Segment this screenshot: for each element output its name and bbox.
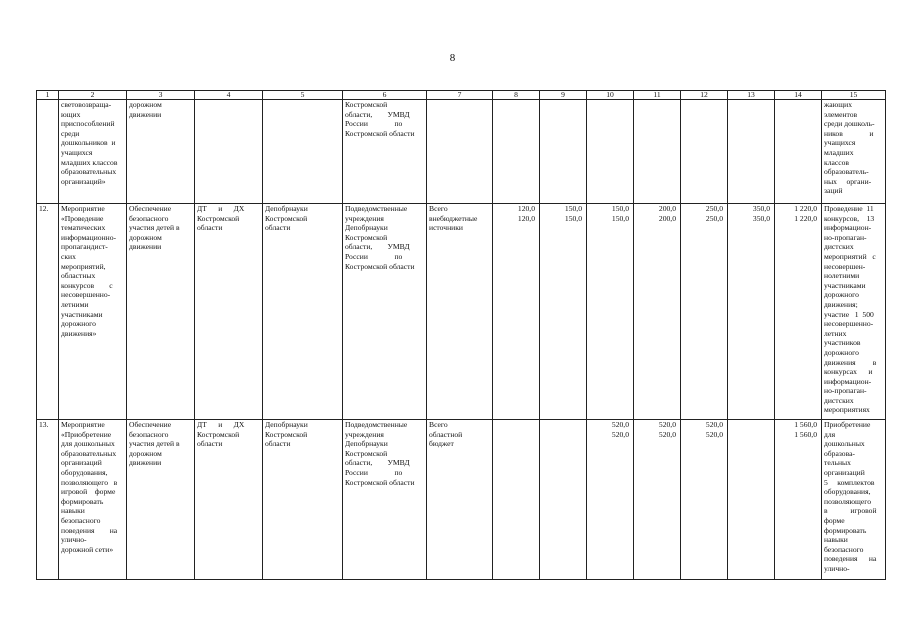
cell-text-line: Костромской xyxy=(197,429,240,439)
table-cell-col-6 xyxy=(343,204,427,420)
cell-text-line: «Приобретение xyxy=(61,429,112,439)
cell-text-line: 1 560,0 xyxy=(794,420,817,429)
cell-text-line: ных органи- xyxy=(824,176,872,186)
table-cell-col-4 xyxy=(195,420,263,580)
cell-text-line: дорожной сети» xyxy=(61,544,114,554)
table-cell-col-14 xyxy=(775,204,822,420)
cell-text-line: информацион- xyxy=(824,376,872,386)
cell-text-line: движении xyxy=(129,242,162,252)
cell-text-line: образовательных xyxy=(61,448,117,458)
cell-text-line: Приобретение xyxy=(824,420,871,429)
cell-text-line: но-пропаган- xyxy=(824,232,867,242)
cell-text-line: 520,0 xyxy=(611,429,629,439)
cell-text-line: форме xyxy=(824,515,845,525)
table-cell-col-8 xyxy=(493,420,540,580)
cell-text-line: образователь- xyxy=(824,167,869,177)
cell-text-line: безопасного xyxy=(129,213,169,223)
table-cell-col-1 xyxy=(37,204,59,420)
cell-text-line: ДТ и ДХ xyxy=(197,204,245,213)
cell-text-line: Всего xyxy=(429,204,448,213)
cell-text-line: летними xyxy=(61,299,89,309)
cell-text-line: формировать xyxy=(61,496,104,506)
cell-text-line: 1 220,0 xyxy=(794,213,817,223)
cell-text-line: летних xyxy=(824,328,847,338)
cell-text-line: безопасного xyxy=(129,429,169,439)
cell-text-line: области xyxy=(265,223,291,233)
cell-text-line: несовершен- xyxy=(824,261,866,271)
cell-text-line: дорожного xyxy=(824,347,859,357)
column-number-11: 11 xyxy=(634,91,681,100)
cell-text-line: дорожного xyxy=(61,319,96,329)
cell-text-line: движения; xyxy=(824,299,858,309)
cell-text-line: движения в xyxy=(824,357,877,367)
cell-text-line: несовершенно- xyxy=(61,290,111,300)
cell-text-line: 250,0 xyxy=(705,204,723,213)
table-cell-col-13 xyxy=(728,204,775,420)
cell-text-line: Подведомственные xyxy=(345,204,408,213)
cell-text-line: в игровой xyxy=(824,506,877,516)
cell-text-line: участие 1 500 xyxy=(824,309,874,319)
cell-text-line: 5 комплектов xyxy=(824,477,875,487)
cell-text-line: ющих xyxy=(61,109,81,119)
column-number-3: 3 xyxy=(127,91,195,100)
cell-text-line: конкурсов, 13 xyxy=(824,213,875,223)
cell-text-line: младших классов xyxy=(61,157,118,167)
cell-text-line: игровой форме xyxy=(61,487,116,497)
table-cell-col-12 xyxy=(681,204,728,420)
cell-text-line: 1 560,0 xyxy=(794,429,817,439)
cell-text-line: 150,0 xyxy=(611,213,629,223)
cell-text-line: области, УМВД xyxy=(345,242,410,252)
cell-text-line: Костромской области xyxy=(345,128,415,138)
cell-text-line: приспособлений xyxy=(61,119,115,129)
row-number: 13. xyxy=(39,420,49,429)
cell-text-line: формировать xyxy=(824,525,867,535)
cell-text-line: Подведомственные xyxy=(345,420,408,429)
cell-text-line: элементов xyxy=(824,109,858,119)
cell-text-line: 520,0 xyxy=(658,429,676,439)
cell-text-line: бюджет xyxy=(429,439,454,449)
cell-text-line: участниками xyxy=(61,309,103,319)
table-cell-col-8 xyxy=(493,204,540,420)
cell-text-line: конкурсах и xyxy=(824,367,873,377)
cell-text-line: 250,0 xyxy=(705,213,723,223)
cell-text-line: поведения на xyxy=(61,525,118,535)
cell-text-line: улично- xyxy=(824,563,850,573)
cell-text-line: 1 220,0 xyxy=(794,204,817,213)
cell-text-line: участия детей в xyxy=(129,223,180,233)
cell-text-line: Депобрнауки xyxy=(345,223,388,233)
table-cell-col-3 xyxy=(127,420,195,580)
cell-text-line: дорожном xyxy=(129,232,162,242)
column-number-9: 9 xyxy=(540,91,587,100)
table-cell-col-11 xyxy=(634,420,681,580)
cell-text-line: областной xyxy=(429,429,463,439)
cell-text-line: участниками xyxy=(824,280,866,290)
table-cell-col-9 xyxy=(540,204,587,420)
table-cell-col-3 xyxy=(127,100,195,204)
table-cell-col-11 xyxy=(634,100,681,204)
cell-text-line: образовательных xyxy=(61,167,117,177)
cell-text-line: позволяющего в xyxy=(61,477,118,487)
row-number: 12. xyxy=(39,204,49,213)
cell-text-line: Костромской xyxy=(265,429,308,439)
cell-text-line: среди xyxy=(61,128,80,138)
cell-text-line: Костромской xyxy=(345,100,388,109)
cell-text-line: ников и xyxy=(824,128,874,138)
table-cell-col-10 xyxy=(587,204,634,420)
cell-text-line: 350,0 xyxy=(752,204,770,213)
cell-text-line: жающих xyxy=(824,100,852,109)
cell-text-line: Всего xyxy=(429,420,448,429)
cell-text-line: Депобрнауки xyxy=(265,420,308,429)
table-row xyxy=(37,204,886,420)
column-number-15: 15 xyxy=(822,91,886,100)
table-row xyxy=(37,100,886,204)
column-number-row xyxy=(37,91,886,100)
column-number-12: 12 xyxy=(681,91,728,100)
cell-text-line: конкурсов с xyxy=(61,280,113,290)
cell-text-line: 520,0 xyxy=(705,420,723,429)
cell-text-line: ДТ и ДХ xyxy=(197,420,245,429)
cell-text-line: 200,0 xyxy=(658,213,676,223)
table-cell-col-5 xyxy=(263,420,343,580)
cell-text-line: учреждения xyxy=(345,213,384,223)
cell-text-line: для xyxy=(824,429,836,439)
cell-text-line: Мероприятие xyxy=(61,420,105,429)
cell-text-line: Мероприятие xyxy=(61,204,105,213)
table-cell-col-8 xyxy=(493,100,540,204)
cell-text-line: Депобрнауки xyxy=(265,204,308,213)
table-cell-col-7 xyxy=(427,420,493,580)
cell-text-line: безопасного xyxy=(824,544,864,554)
cell-text-line: дорожном xyxy=(129,448,162,458)
cell-text-line: информационно- xyxy=(61,232,117,242)
cell-text-line: улично- xyxy=(61,535,87,545)
table-cell-col-7 xyxy=(427,100,493,204)
table-cell-col-11 xyxy=(634,204,681,420)
cell-text-line: безопасного xyxy=(61,515,101,525)
cell-text-line: пропагандист- xyxy=(61,242,108,252)
cell-text-line: учащихся xyxy=(824,138,856,148)
table-cell-col-2 xyxy=(59,420,127,580)
cell-text-line: организаций» xyxy=(61,176,106,186)
table-cell-col-9 xyxy=(540,420,587,580)
table-cell-col-15 xyxy=(822,100,886,204)
cell-text-line: участников xyxy=(824,338,861,348)
column-number-13: 13 xyxy=(728,91,775,100)
cell-text-line: навыки xyxy=(824,535,848,545)
cell-text-line: 150,0 xyxy=(564,213,582,223)
cell-text-line: тематических xyxy=(61,223,106,233)
page-number: 8 xyxy=(449,52,456,64)
cell-text-line: 520,0 xyxy=(658,420,676,429)
cell-text-line: движения» xyxy=(61,328,97,338)
table-cell-col-7 xyxy=(427,204,493,420)
cell-text-line: 150,0 xyxy=(611,204,629,213)
table-cell-col-4 xyxy=(195,100,263,204)
cell-text-line: области, УМВД xyxy=(345,458,410,468)
cell-text-line: ских xyxy=(61,251,76,261)
table-cell-col-5 xyxy=(263,100,343,204)
cell-text-line: позволяющего xyxy=(824,496,871,506)
cell-text-line: участия детей в xyxy=(129,439,180,449)
cell-text-line: дошкольных xyxy=(824,439,865,449)
cell-text-line: нолетними xyxy=(824,271,860,281)
cell-text-line: областных xyxy=(61,271,96,281)
table-cell-col-2 xyxy=(59,100,127,204)
cell-text-line: области xyxy=(197,223,223,233)
cell-text-line: источники xyxy=(429,223,463,233)
cell-text-line: движении xyxy=(129,458,162,468)
cell-text-line: России по xyxy=(345,251,403,261)
column-number-1: 1 xyxy=(37,91,59,100)
cell-text-line: для дошкольных xyxy=(61,439,115,449)
cell-text-line: заций xyxy=(824,186,843,196)
cell-text-line: 200,0 xyxy=(658,204,676,213)
program-activities-table xyxy=(36,90,886,580)
table-cell-col-6 xyxy=(343,420,427,580)
table-cell-col-15 xyxy=(822,420,886,580)
cell-text-line: дистских xyxy=(824,242,854,252)
cell-text-line: среди дошколь- xyxy=(824,119,875,129)
cell-text-line: несовершенно- xyxy=(824,319,874,329)
cell-text-line: Костромской xyxy=(345,448,388,458)
cell-text-line: оборудования, xyxy=(61,467,108,477)
cell-text-line: движении xyxy=(129,109,162,119)
cell-text-line: дорожного xyxy=(824,290,859,300)
cell-text-line: Костромской области xyxy=(345,477,415,487)
cell-text-line: мероприятиях xyxy=(824,405,870,415)
table-cell-col-10 xyxy=(587,100,634,204)
cell-text-line: световозвраща- xyxy=(61,100,112,109)
column-number-2: 2 xyxy=(59,91,127,100)
column-number-6: 6 xyxy=(343,91,427,100)
cell-text-line: внебюджетные xyxy=(429,213,478,223)
cell-text-line: Проведение 11 xyxy=(824,204,874,213)
cell-text-line: Костромской области xyxy=(345,261,415,271)
cell-text-line: 350,0 xyxy=(752,213,770,223)
table-cell-col-12 xyxy=(681,420,728,580)
table-cell-col-12 xyxy=(681,100,728,204)
table-cell-col-5 xyxy=(263,204,343,420)
table-cell-col-13 xyxy=(728,100,775,204)
cell-text-line: России по xyxy=(345,467,403,477)
cell-text-line: учреждения xyxy=(345,429,384,439)
cell-text-line: информацион- xyxy=(824,223,872,233)
table-cell-col-9 xyxy=(540,100,587,204)
column-number-8: 8 xyxy=(493,91,540,100)
cell-text-line: но-пропаган- xyxy=(824,386,867,396)
column-number-10: 10 xyxy=(587,91,634,100)
cell-text-line: дошкольников и xyxy=(61,138,116,148)
cell-text-line: навыки xyxy=(61,506,85,516)
cell-text-line: учащихся xyxy=(61,147,93,157)
cell-text-line: поведения на xyxy=(824,554,877,564)
table-cell-col-4 xyxy=(195,204,263,420)
cell-text-line: младших xyxy=(824,147,854,157)
table-cell-col-13 xyxy=(728,420,775,580)
table-cell-col-1 xyxy=(37,100,59,204)
cell-text-line: области xyxy=(197,439,223,449)
cell-text-line: оборудования, xyxy=(824,487,871,497)
cell-text-line: 120,0 xyxy=(517,213,535,223)
cell-text-line: области, УМВД xyxy=(345,109,410,119)
table-cell-col-6 xyxy=(343,100,427,204)
table-cell-col-15 xyxy=(822,204,886,420)
cell-text-line: Обеспечение xyxy=(129,204,172,213)
cell-text-line: Костромской xyxy=(197,213,240,223)
cell-text-line: тельных xyxy=(824,458,851,468)
cell-text-line: организаций xyxy=(824,467,865,477)
cell-text-line: России по xyxy=(345,119,403,129)
cell-text-line: области xyxy=(265,439,291,449)
cell-text-line: Обеспечение xyxy=(129,420,172,429)
table-cell-col-10 xyxy=(587,420,634,580)
table-row xyxy=(37,420,886,580)
cell-text-line: дистских xyxy=(824,395,854,405)
column-number-14: 14 xyxy=(775,91,822,100)
column-number-5: 5 xyxy=(263,91,343,100)
table-cell-col-14 xyxy=(775,100,822,204)
cell-text-line: мероприятий с xyxy=(824,251,876,261)
cell-text-line: 150,0 xyxy=(564,204,582,213)
cell-text-line: дорожном xyxy=(129,100,162,109)
table-cell-col-2 xyxy=(59,204,127,420)
cell-text-line: организаций xyxy=(61,458,102,468)
cell-text-line: мероприятий, xyxy=(61,261,106,271)
table-cell-col-1 xyxy=(37,420,59,580)
cell-text-line: «Проведение xyxy=(61,213,104,223)
cell-text-line: Костромской xyxy=(345,232,388,242)
cell-text-line: 120,0 xyxy=(517,204,535,213)
cell-text-line: классов xyxy=(824,157,849,167)
cell-text-line: 520,0 xyxy=(611,420,629,429)
cell-text-line: Костромской xyxy=(265,213,308,223)
cell-text-line: образова- xyxy=(824,448,855,458)
table-cell-col-3 xyxy=(127,204,195,420)
table-cell-col-14 xyxy=(775,420,822,580)
cell-text-line: 520,0 xyxy=(705,429,723,439)
cell-text-line: Депобрнауки xyxy=(345,439,388,449)
column-number-4: 4 xyxy=(195,91,263,100)
column-number-7: 7 xyxy=(427,91,493,100)
